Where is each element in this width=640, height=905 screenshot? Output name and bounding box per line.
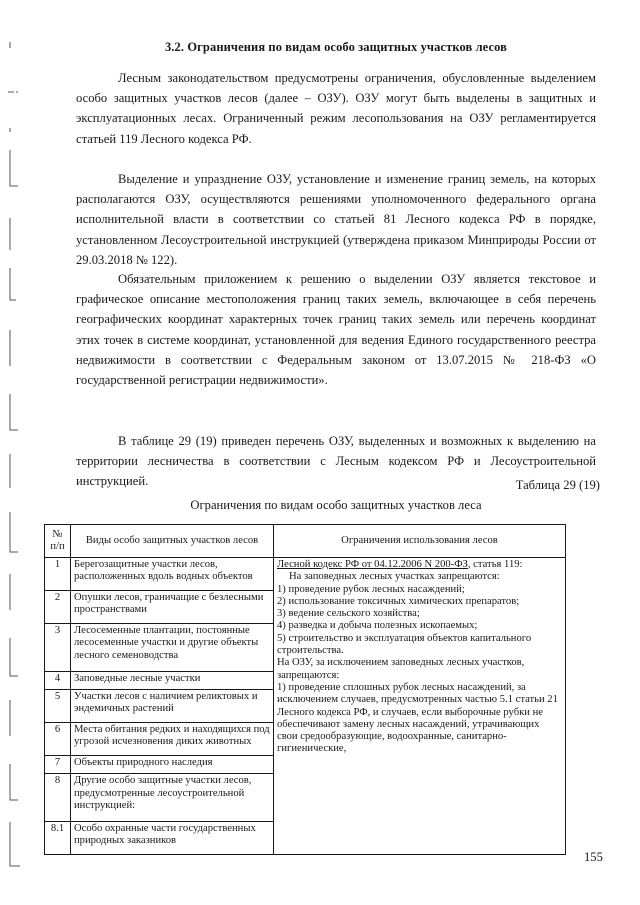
page-number: 155 [584, 850, 603, 864]
row-kind: Берегозащитные участки лесов, расположенных вдоль водных объектов [71, 558, 274, 591]
row-num: 3 [45, 624, 71, 672]
table-header-row [45, 525, 566, 558]
row-kind: Опушки лесов, граничащие с безлесными пространствами [71, 591, 274, 624]
table-number-label: Таблица 29 (19) [515, 478, 600, 492]
limits-cell [274, 558, 566, 855]
row-num: 5 [45, 689, 71, 722]
paragraph-table-reference: В таблице 29 (19) приведен перечень ОЗУ, выделенных и возможных к выделению на территории лесничества в соответствии с Лесным кодексом РФ и Лесоустроительной инструкцией. [76, 434, 596, 489]
row-num: 1 [45, 558, 71, 591]
header-limits: Ограничения использования лесов [274, 525, 566, 558]
paragraph-ozu-boundaries: Обязательным приложением к решению о выделении ОЗУ является текстовое и графическое описание местоположения границ таких земель, включающее в себя перечень географических координат характерных точек границ таких земель или перечень координат этих точек в системе координат, установленной для ведения Единого государственного реестра недвижимости в соответствии с Федеральным законом от 13.07.2015 № 218-ФЗ «О государственной регистрации недвижимости». [76, 272, 596, 388]
header-kind: Виды особо защитных участков лесов [71, 525, 274, 558]
table-row [45, 558, 566, 591]
row-kind: Другие особо защитные участки лесов, предусмотренные лесоустроительной инструкцией: [71, 774, 274, 822]
section-heading: 3.2. Ограничения по видам особо защитных участков лесов [164, 40, 508, 54]
row-num: 8 [45, 774, 71, 822]
other-item: 1) проведение сплошных рубок лесных насаждений, за исключением случаев, предусмотренных частью 5.1 статьи 21 Лесного кодекса РФ, и случаев, если выборочные рубки не обеспечивают замену лесных насаждений, утрачивающих свои средообразующие, водоохранные, санитарно-гигиенические, [277, 681, 558, 755]
table-title: Ограничения по видам особо защитных участков леса [190, 498, 482, 512]
row-kind: Лесосеменные плантации, постоянные лесосеменные участки и другие объекты лесного семеноводства [71, 624, 274, 672]
reserve-item: 5) строительство и эксплуатация объектов капитального строительства. [277, 632, 532, 657]
paragraph-ozu-allocation: Выделение и упразднение ОЗУ, установление и изменение границ земель, на которых располагаются ОЗУ, осуществляются решениями уполномоченного федерального органа исполнительной власти в соответствии со статьей 81 Лесного кодекса РФ в порядке, установленном Лесоустроительной инструкцией (утверждена приказом Минприроды России от 29.03.2018 № 122). [76, 172, 596, 267]
row-kind: Участки лесов с наличием реликтовых и эндемичных растений [71, 689, 274, 722]
row-num: 6 [45, 722, 71, 755]
lesnoy-kodeks-link[interactable]: Лесной кодекс РФ от 04.12.2006 N 200-ФЗ [277, 559, 468, 570]
paragraph-ozu-definition: Лесным законодательством предусмотрены ограничения, обусловленные выделением особо защитных участков лесов (далее – ОЗУ). ОЗУ могут быть выделены в защитных и эксплуатационных лесах. Ограниченный режим лесопользования на ОЗУ регламентируется статьей 119 Лесного кодекса РФ. [76, 71, 596, 146]
row-num: 8.1 [45, 821, 71, 854]
reserve-item: 1) проведение рубок лесных насаждений; [277, 583, 465, 595]
row-num: 2 [45, 591, 71, 624]
row-kind: Заповедные лесные участки [71, 671, 274, 689]
row-kind: Особо охранные части государственных природных заказников [71, 821, 274, 854]
row-num: 4 [45, 671, 71, 689]
row-kind: Объекты природного наследия [71, 755, 274, 773]
reserve-item: 2) использование токсичных химических препаратов; [277, 595, 520, 607]
reserve-item: 3) ведение сельского хозяйства; [277, 608, 420, 620]
restrictions-table [44, 524, 566, 855]
other-intro: На ОЗУ, за исключением заповедных лесных участков, запрещаются: [277, 657, 525, 681]
header-num: № п/п [45, 525, 71, 558]
reserve-intro: На заповедных лесных участках запрещаются: [289, 571, 500, 583]
reserve-item: 4) разведка и добыча полезных ископаемых; [277, 620, 478, 632]
row-kind: Места обитания редких и находящихся под угрозой исчезновения диких животных [71, 722, 274, 755]
binding-marks [0, 0, 30, 905]
link-tail: , статья 119: [467, 559, 523, 570]
row-num: 7 [45, 755, 71, 773]
